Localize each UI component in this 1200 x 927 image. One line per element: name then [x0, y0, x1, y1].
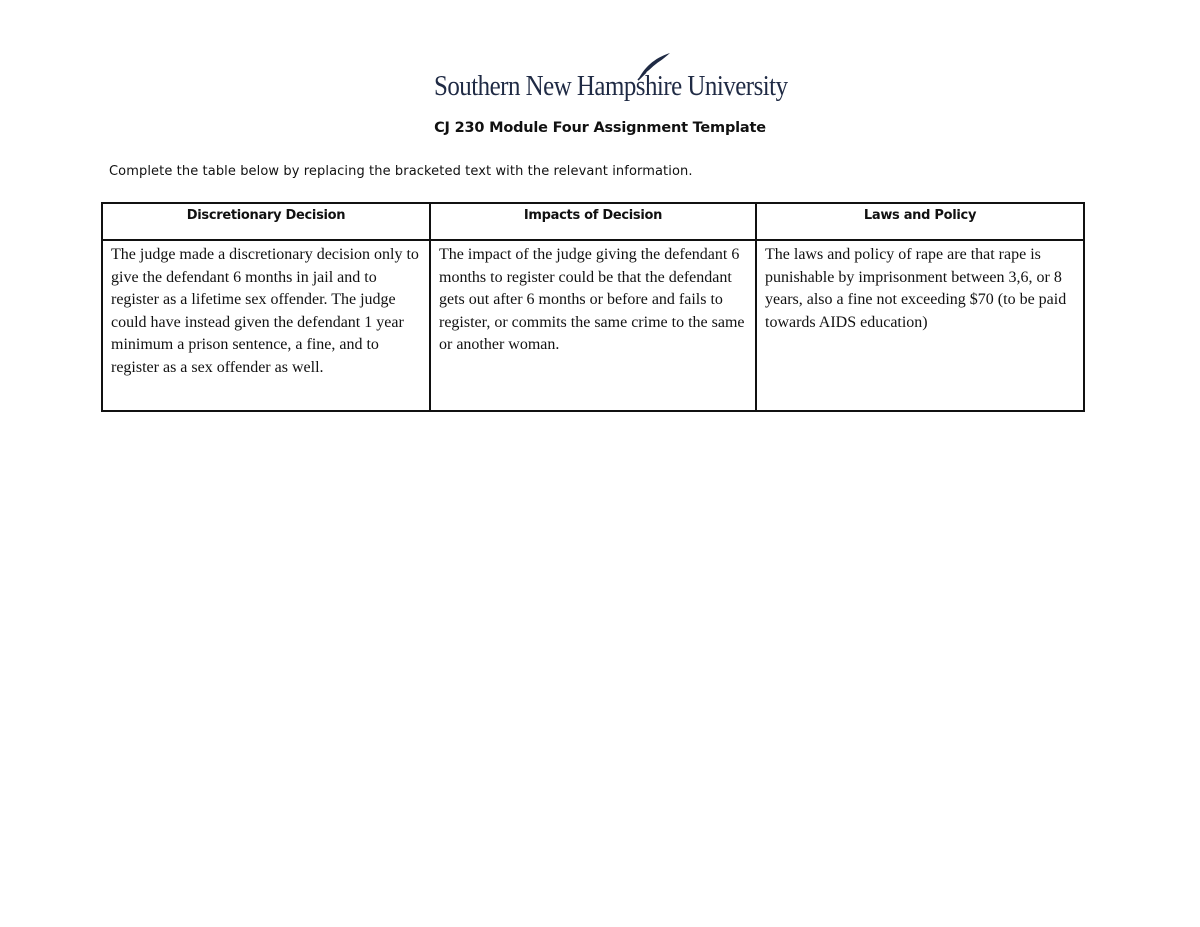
university-logo — [434, 52, 788, 104]
instructions-text: Complete the table below by replacing the bracketed text with the relevant information. — [109, 164, 693, 179]
header-discretionary-decision: Discretionary Decision — [102, 203, 430, 240]
document-title: CJ 230 Module Four Assignment Template — [434, 120, 766, 136]
cell-impacts-of-decision[interactable]: The impact of the judge giving the defendant 6 months to register could be that the defendant gets out after 6 months or before and fails to register, or commits the same crime to the same or another woman. — [430, 240, 756, 411]
cell-laws-and-policy[interactable]: The laws and policy of rape are that rape is punishable by imprisonment between 3,6, or 8 years, also a fine not exceeding $70 (to be paid towards AIDS education) — [756, 240, 1084, 411]
table-row — [102, 240, 1084, 411]
header-impacts-of-decision: Impacts of Decision — [430, 203, 756, 240]
table-header-row — [102, 203, 1084, 240]
assignment-table — [101, 202, 1085, 412]
cell-discretionary-decision[interactable]: The judge made a discretionary decision only to give the defendant 6 months in jail and to register as a lifetime sex offender. The judge could have instead given the defendant 1 year minimum a prison sentence, a fine, and to register as a sex offender as well. — [102, 240, 430, 411]
university-name: Southern New Hampshire University — [434, 70, 788, 102]
header-laws-and-policy: Laws and Policy — [756, 203, 1084, 240]
